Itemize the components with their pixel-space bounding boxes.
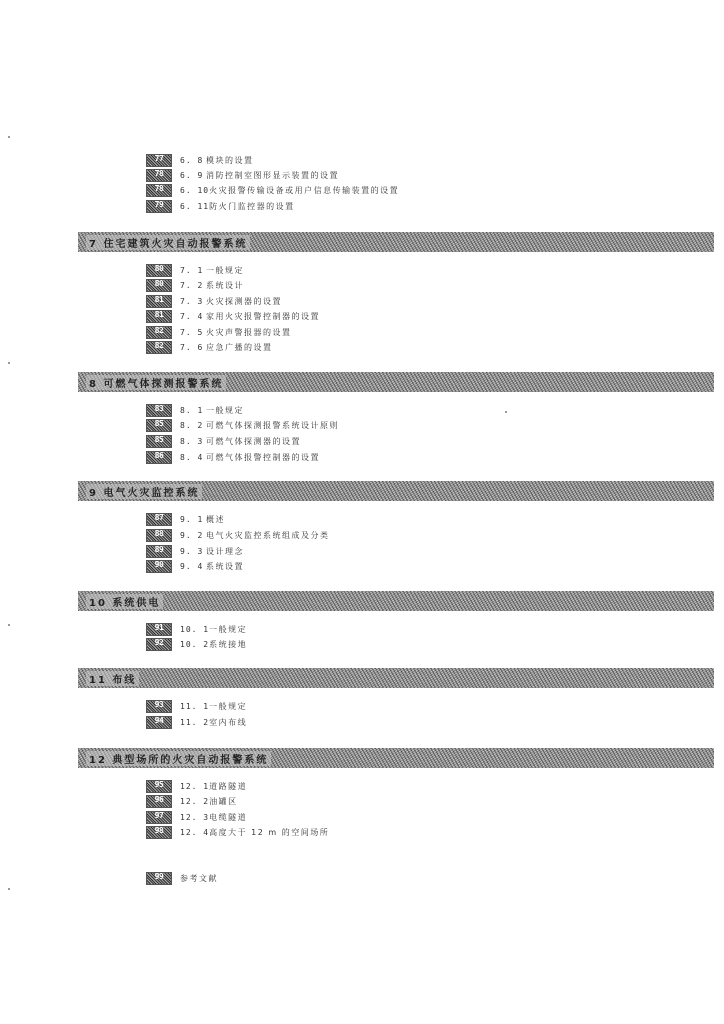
chapter-heading-9[interactable] bbox=[78, 481, 714, 501]
toc-entry[interactable] bbox=[146, 811, 247, 824]
chapter-heading-7[interactable] bbox=[78, 232, 714, 252]
section-number: 7. 3 bbox=[180, 297, 204, 306]
section-number: 7. 5 bbox=[180, 328, 204, 337]
page-number-badge: 79 bbox=[146, 200, 172, 213]
chapter-title: 12 典型场所的火灾自动报警系统 bbox=[86, 751, 271, 766]
section-number: 12. 2 bbox=[180, 797, 210, 806]
section-title: 设计理念 bbox=[206, 547, 244, 556]
chapter-title: 11 布线 bbox=[86, 671, 139, 686]
page-number-badge: 82 bbox=[146, 326, 172, 339]
toc-entry[interactable] bbox=[146, 326, 292, 339]
toc-entry[interactable] bbox=[146, 780, 247, 793]
scan-speck bbox=[8, 362, 10, 364]
toc-entry[interactable] bbox=[146, 310, 320, 323]
toc-entry[interactable] bbox=[146, 435, 301, 448]
chapter-title: 8 可燃气体探测报警系统 bbox=[86, 375, 226, 390]
section-number: 12. 3 bbox=[180, 813, 210, 822]
page-number-badge: 92 bbox=[146, 638, 172, 651]
chapter-heading-11[interactable] bbox=[78, 668, 714, 688]
section-number: 7. 6 bbox=[180, 343, 204, 352]
section-title: 火灾声警报器的设置 bbox=[206, 328, 292, 337]
section-number: 8. 3 bbox=[180, 437, 204, 446]
chapter-title: 7 住宅建筑火灾自动报警系统 bbox=[86, 235, 250, 250]
toc-entry[interactable] bbox=[146, 264, 244, 277]
page-number-badge: 90 bbox=[146, 560, 172, 573]
toc-entry[interactable] bbox=[146, 184, 399, 197]
chapter-heading-10[interactable] bbox=[78, 591, 714, 611]
toc-entry[interactable] bbox=[146, 200, 295, 213]
section-title: 油罐区 bbox=[209, 797, 238, 806]
page-number-badge: 80 bbox=[146, 264, 172, 277]
page-number-badge: 98 bbox=[146, 826, 172, 839]
toc-entry[interactable] bbox=[146, 700, 247, 713]
toc-entry[interactable] bbox=[146, 560, 244, 573]
page-number-badge: 97 bbox=[146, 811, 172, 824]
section-number: 12. 1 bbox=[180, 782, 210, 791]
page-number-badge: 78 bbox=[146, 184, 172, 197]
section-title: 可燃气体探测器的设置 bbox=[206, 437, 301, 446]
section-number: 6. 9 bbox=[180, 171, 204, 180]
page-number-badge: 93 bbox=[146, 700, 172, 713]
toc-entry[interactable] bbox=[146, 169, 339, 182]
page-number-badge: 81 bbox=[146, 295, 172, 308]
toc-entry[interactable] bbox=[146, 638, 247, 651]
section-number: 9. 1 bbox=[180, 515, 204, 524]
toc-entry-references[interactable] bbox=[146, 872, 218, 885]
scan-speck bbox=[8, 136, 10, 138]
page-number-badge: 85 bbox=[146, 435, 172, 448]
section-title: 应急广播的设置 bbox=[206, 343, 273, 352]
page-number-badge: 86 bbox=[146, 451, 172, 464]
section-title: 一般规定 bbox=[209, 702, 248, 711]
chapter-heading-12[interactable] bbox=[78, 748, 714, 768]
section-title: 模块的设置 bbox=[206, 156, 254, 165]
scan-speck bbox=[8, 888, 10, 890]
section-number: 7. 2 bbox=[180, 281, 204, 290]
toc-entry[interactable] bbox=[146, 513, 225, 526]
section-number: 9. 4 bbox=[180, 562, 204, 571]
section-title: 一般规定 bbox=[206, 266, 244, 275]
section-title: 参考文献 bbox=[180, 874, 218, 883]
section-number: 6. 10 bbox=[180, 186, 210, 195]
page-number-badge: 80 bbox=[146, 279, 172, 292]
section-title: 火灾报警传输设备或用户信息传输装置的设置 bbox=[209, 186, 400, 195]
scan-speck bbox=[8, 624, 10, 626]
section-title: 电气火灾监控系统组成及分类 bbox=[206, 531, 330, 540]
toc-entry[interactable] bbox=[146, 826, 329, 839]
page-number-badge: 88 bbox=[146, 529, 172, 542]
section-number: 10. 2 bbox=[180, 640, 210, 649]
section-number: 10. 1 bbox=[180, 625, 210, 634]
toc-entry[interactable] bbox=[146, 404, 244, 417]
section-title: 高度大于 12 m 的空间场所 bbox=[209, 828, 330, 837]
section-title: 一般规定 bbox=[206, 406, 244, 415]
page-number-badge: 85 bbox=[146, 419, 172, 432]
section-title: 系统接地 bbox=[209, 640, 248, 649]
section-title: 可燃气体探测报警系统设计原则 bbox=[206, 421, 339, 430]
section-title: 火灾探测器的设置 bbox=[206, 297, 282, 306]
chapter-heading-8[interactable] bbox=[78, 372, 714, 392]
page-number-badge: 96 bbox=[146, 795, 172, 808]
page-number-badge: 87 bbox=[146, 513, 172, 526]
chapter-title: 10 系统供电 bbox=[86, 594, 163, 609]
chapter-title: 9 电气火灾监控系统 bbox=[86, 484, 202, 499]
page-number-badge: 77 bbox=[146, 154, 172, 167]
section-number: 12. 4 bbox=[180, 828, 210, 837]
toc-entry[interactable] bbox=[146, 419, 339, 432]
page-number-badge: 78 bbox=[146, 169, 172, 182]
section-number: 9. 2 bbox=[180, 531, 204, 540]
toc-entry[interactable] bbox=[146, 529, 330, 542]
section-title: 一般规定 bbox=[209, 625, 248, 634]
toc-entry[interactable] bbox=[146, 545, 244, 558]
toc-entry[interactable] bbox=[146, 716, 247, 729]
page-number-badge: 83 bbox=[146, 404, 172, 417]
section-number: 11. 2 bbox=[180, 718, 210, 727]
section-title: 可燃气体报警控制器的设置 bbox=[206, 453, 320, 462]
page-number-badge: 99 bbox=[146, 872, 172, 885]
toc-entry[interactable] bbox=[146, 795, 238, 808]
section-title: 室内布线 bbox=[209, 718, 248, 727]
section-title: 道路隧道 bbox=[209, 782, 248, 791]
scan-speck bbox=[505, 411, 507, 413]
toc-entry[interactable] bbox=[146, 341, 273, 354]
section-number: 8. 4 bbox=[180, 453, 204, 462]
section-number: 9. 3 bbox=[180, 547, 204, 556]
page-number-badge: 95 bbox=[146, 780, 172, 793]
section-number: 6. 11 bbox=[180, 202, 210, 211]
page-number-badge: 81 bbox=[146, 310, 172, 323]
page-number-badge: 94 bbox=[146, 716, 172, 729]
section-title: 系统设置 bbox=[206, 562, 244, 571]
section-number: 11. 1 bbox=[180, 702, 210, 711]
page-number-badge: 89 bbox=[146, 545, 172, 558]
toc-entry[interactable] bbox=[146, 451, 320, 464]
section-number: 6. 8 bbox=[180, 156, 204, 165]
section-title: 概述 bbox=[206, 515, 225, 524]
toc-entry[interactable] bbox=[146, 279, 244, 292]
section-title: 系统设计 bbox=[206, 281, 244, 290]
section-title: 消防控制室图形显示装置的设置 bbox=[206, 171, 339, 180]
section-title: 电缆隧道 bbox=[209, 813, 248, 822]
page-number-badge: 91 bbox=[146, 623, 172, 636]
toc-entry[interactable] bbox=[146, 295, 282, 308]
section-number: 7. 1 bbox=[180, 266, 204, 275]
section-title: 防火门监控器的设置 bbox=[209, 202, 295, 211]
section-number: 8. 2 bbox=[180, 421, 204, 430]
section-number: 7. 4 bbox=[180, 312, 204, 321]
toc-entry[interactable] bbox=[146, 623, 247, 636]
toc-entry[interactable] bbox=[146, 154, 254, 167]
page-number-badge: 82 bbox=[146, 341, 172, 354]
section-number: 8. 1 bbox=[180, 406, 204, 415]
section-title: 家用火灾报警控制器的设置 bbox=[206, 312, 320, 321]
